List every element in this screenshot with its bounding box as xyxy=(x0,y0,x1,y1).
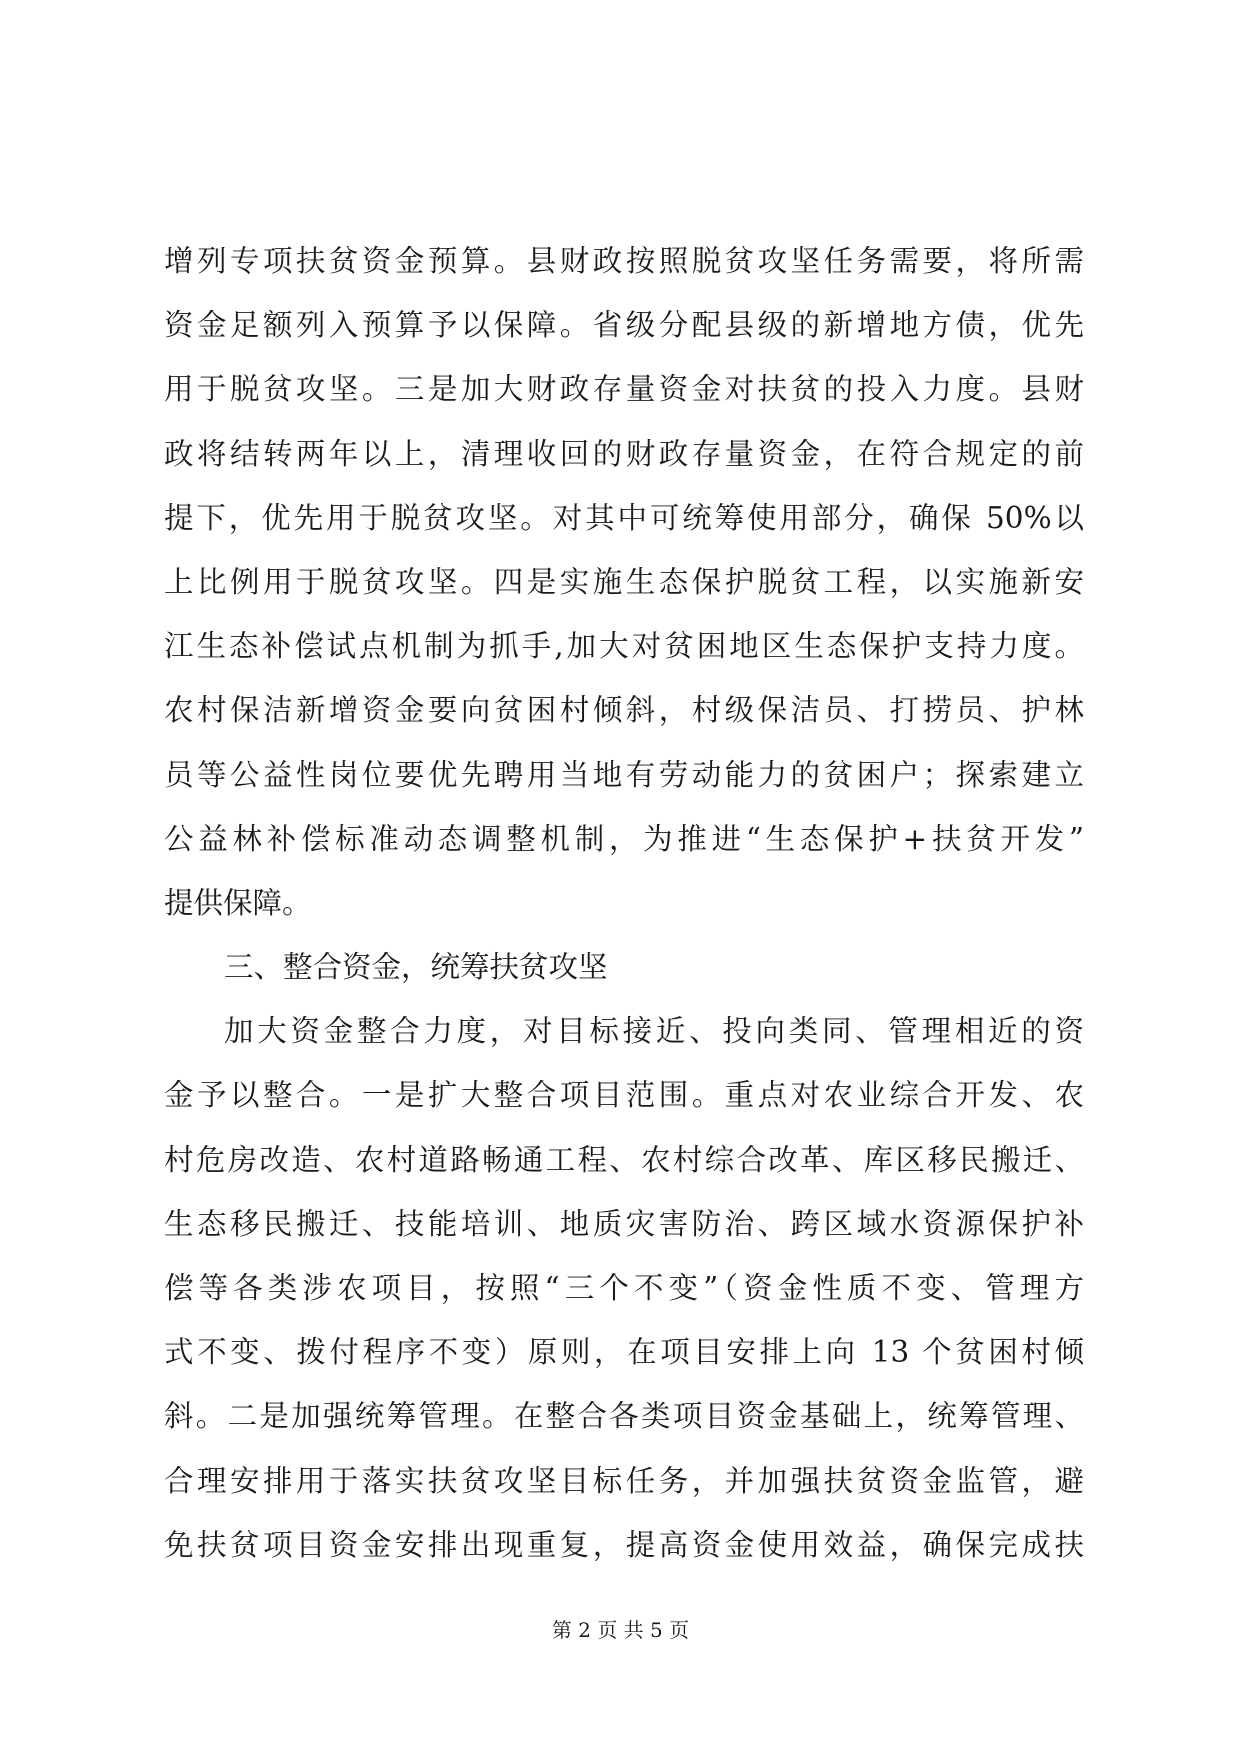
paragraph-line: 生态移民搬迁、技能培训、地质灾害防治、跨区域水资源保护补 xyxy=(164,1206,1084,1241)
paragraph-line: 用于脱贫攻坚。三是加大财政存量资金对扶贫的投入力度。县财 xyxy=(164,372,1084,407)
paragraph-line: 合理安排用于落实扶贫攻坚目标任务，并加强扶贫资金监管，避 xyxy=(164,1463,1084,1498)
paragraph-line: 金予以整合。一是扩大整合项目范围。重点对农业综合开发、农 xyxy=(164,1078,1084,1113)
page-footer: 第 2 页 共 5 页 xyxy=(551,1618,690,1642)
paragraph-line: 资金足额列入预算予以保障。省级分配县级的新增地方债，优先 xyxy=(164,308,1084,343)
paragraph-line: 上比例用于脱贫攻坚。四是实施生态保护脱贫工程，以实施新安 xyxy=(164,564,1084,599)
paragraph-line: 政将结转两年以上，清理收回的财政存量资金，在符合规定的前 xyxy=(164,436,1084,471)
body-text xyxy=(164,229,1084,1577)
paragraph-line: 提下，优先用于脱贫攻坚。对其中可统筹使用部分，确保 50%以 xyxy=(164,500,1084,535)
paragraph-line: 提供保障。 xyxy=(164,885,312,920)
paragraph-line: 增列专项扶贫资金预算。县财政按照脱贫攻坚任务需要，将所需 xyxy=(164,244,1084,278)
paragraph-line: 斜。二是加强统筹管理。在整合各类项目资金基础上，统筹管理、 xyxy=(164,1399,1084,1434)
paragraph-line: 员等公益性岗位要优先聘用当地有劳动能力的贫困户；探索建立 xyxy=(164,757,1084,792)
paragraph-line: 农村保洁新增资金要向贫困村倾斜，村级保洁员、打捞员、护林 xyxy=(164,693,1084,728)
paragraph-line: 偿等各类涉农项目，按照“三个不变”（资金性质不变、管理方 xyxy=(164,1271,1084,1305)
paragraph-line: 公益林补偿标准动态调整机制，为推进“生态保护+扶贫开发” xyxy=(164,821,1084,856)
paragraph-line: 村危房改造、农村道路畅通工程、农村综合改革、库区移民搬迁、 xyxy=(164,1142,1084,1177)
paragraph-line: 江生态补偿试点机制为抓手,加大对贫困地区生态保护支持力度。 xyxy=(164,629,1084,664)
paragraph-line: 式不变、拨付程序不变）原则，在项目安排上向 13 个贫困村倾 xyxy=(164,1335,1084,1370)
paragraph-line: 免扶贫项目资金安排出现重复，提高资金使用效益，确保完成扶 xyxy=(164,1527,1084,1562)
paragraph-line: 加大资金整合力度，对目标接近、投向类同、管理相近的资 xyxy=(224,1014,1084,1049)
section-heading: 三、整合资金，统筹扶贫攻坚 xyxy=(224,950,608,985)
